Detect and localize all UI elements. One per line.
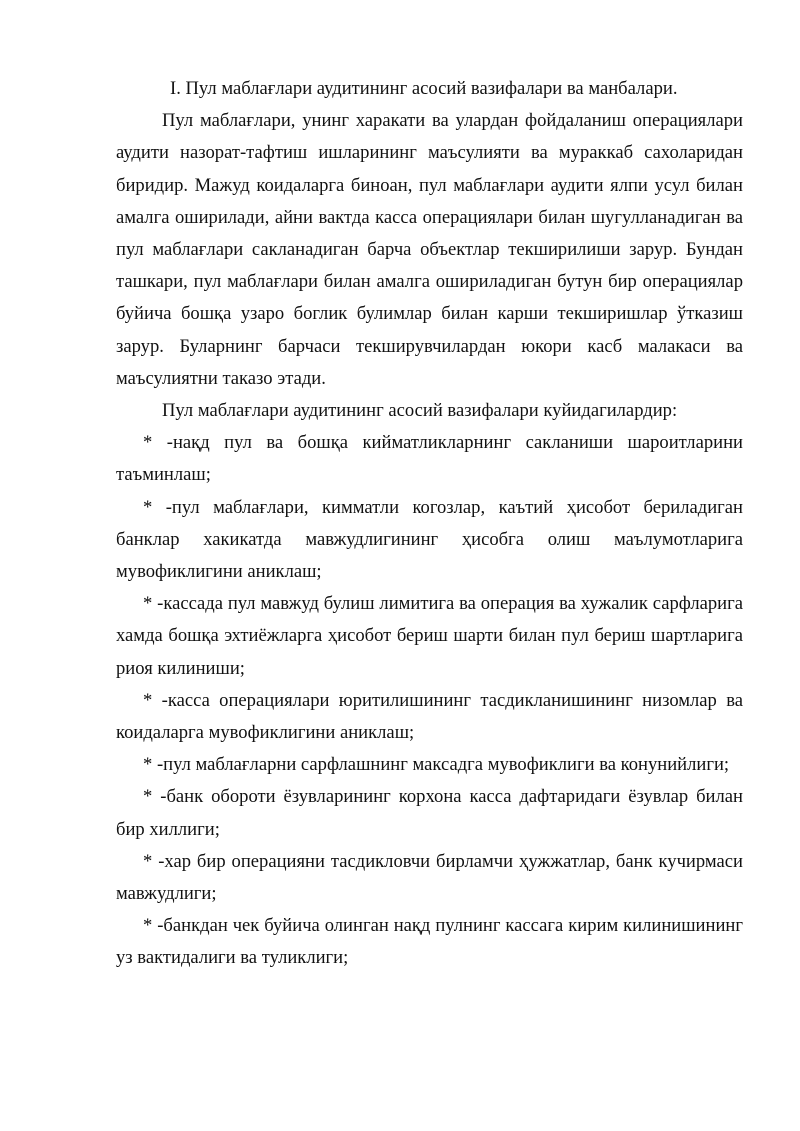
paragraph-intro: Пул маблағлари, унинг харакати ва улардан фойдаланиш операциялари аудити назорат-тафтиш ишларининг маъсулияти ва мураккаб сахоларидан биридир. Мажуд коидаларга биноан, пул маблағлари аудити ялпи усул билан амалга оширилади, айни вактда касса операциялари билан шугулланадиган ва пул маблағлари сакланадиган барча объектлар текширилиши зарур. Бундан ташкари, пул маблағлари билан амалга ошириладиган бутун бир операциялар буйича бошқа узаро боглик булимлар билан карши текширишлар ўтказиш зарур. Буларнинг барчаси текширувчилардан юкори касб малакаси ва маъсулиятни таказо этади. [116, 110, 743, 389]
list-item: * -касса операциялари юритилишининг тасдикланишининг низомлар ва коидаларга мувофиклигини аниклаш; [116, 689, 743, 744]
document-page [116, 73, 743, 975]
list-item: * -хар бир операцияни тасдикловчи бирламчи ҳужжатлар, банк кучирмаси мавжудлиги; [116, 850, 743, 905]
list-item: * -банк обороти ёзувларининг корхона касса дафтаридаги ёзувлар билан бир хиллиги; [116, 786, 743, 840]
list-item: * -кассада пул мавжуд булиш лимитига ва операция ва хужалик сарфларига хамда бошқа эхтиёжларга ҳисобот бериш шарти билан пул бериш шартларига риоя килиниши; [116, 593, 743, 679]
list-item: * -банкдан чек буйича олинган нақд пулнинг кассага кирим килинишининг уз вактидалиги ва туликлиги; [116, 915, 743, 969]
list-item: * -нақд пул ва бошқа кийматликларнинг сакланиши шароитларини таъминлаш; [116, 432, 743, 486]
list-intro: Пул маблағлари аудитининг асосий вазифалари куйидагилардир: [162, 400, 678, 422]
list-item: * -пул маблағларни сарфлашнинг максадга мувофиклиги ва конунийлиги; [143, 754, 730, 776]
list-item: * -пул маблағлари, кимматли когозлар, каътий ҳисобот бериладиган банклар хакикатда мавжудлигининг ҳисобга олиш маълумотларига мувофиклигини аниклаш; [116, 496, 743, 583]
section-title: I. Пул маблағлари аудитининг асосий вазифалари ва манбалари. [170, 78, 678, 99]
